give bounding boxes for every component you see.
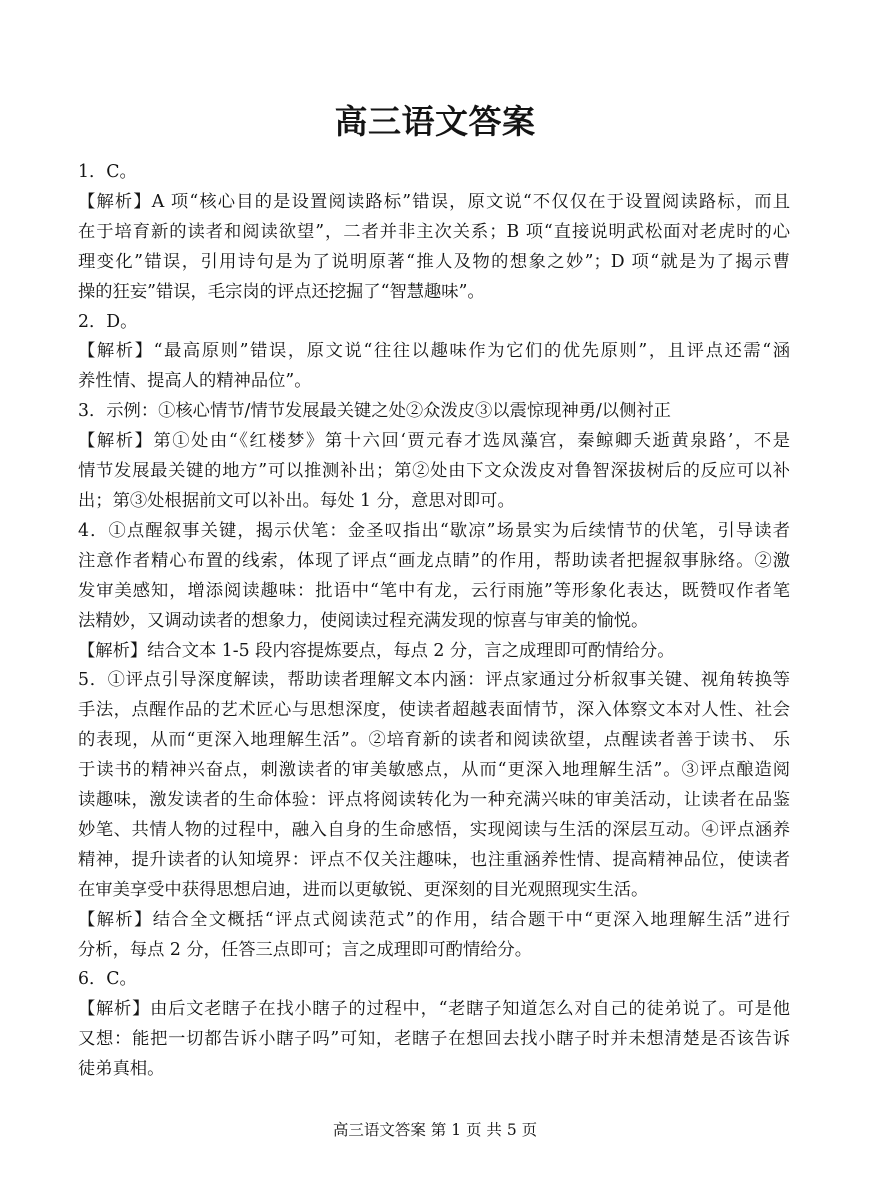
answer-5 bbox=[78, 666, 790, 905]
answer-line: 精神，提升读者的认知境界：评点不仅关注趣味，也注重涵养性情、提高精神品位，使读者 bbox=[78, 849, 790, 870]
answer-line: 妙笔、共情人物的过程中，融入自身的生命感悟，实现阅读与生活的深层互动。④评点涵养 bbox=[78, 819, 790, 840]
answer-4 bbox=[78, 517, 790, 637]
analysis-line: 【解析】由后文老瞎子在找小瞎子的过程中，“老瞎子知道怎么对自己的徒弟说了。可是他 bbox=[78, 999, 790, 1020]
answer-line: 法精妙，又调动读者的想象力，使阅读过程充满发现的惊喜与审美的愉悦。 bbox=[78, 610, 649, 631]
analysis-line: 分析，每点 2 分，任答三点即可；言之成理即可酌情给分。 bbox=[78, 939, 533, 960]
analysis-line: 情节发展最关键的地方”可以推测补出；第②处由下文众泼皮对鲁智深拔树后的反应可以补 bbox=[78, 461, 790, 482]
analysis-line: 【解析】结合文本 1-5 段内容提炼要点，每点 2 分，言之成理即可酌情给分。 bbox=[78, 640, 675, 661]
analysis-line: 【解析】A 项“核心目的是设置阅读路标”错误，原文说“不仅仅在于设置阅读路标，而且 bbox=[78, 191, 790, 212]
answer-content bbox=[78, 158, 790, 1085]
answer-line: 4．①点醒叙事关键，揭示伏笔：金圣叹指出“歇凉”场景实为后续情节的伏笔，引导读者 bbox=[78, 520, 790, 541]
answer-line: 读趣味，激发读者的生命体验：评点将阅读转化为一种充满兴味的审美活动，让读者在品鉴 bbox=[78, 790, 790, 811]
analysis-line: 在于培育新的读者和阅读欲望”，二者并非主次关系；B 项“直接说明武松面对老虎时的心 bbox=[78, 221, 790, 242]
answer-3 bbox=[78, 397, 790, 427]
analysis-line: 理变化”错误，引用诗句是为了说明原著“推人及物的想象之妙”；D 项“就是为了揭示曹 bbox=[78, 251, 790, 272]
analysis-1 bbox=[78, 188, 790, 308]
answer-line: 发审美感知，增添阅读趣味：批语中“笔中有龙，云行雨施”等形象化表达，既赞叹作者笔 bbox=[78, 580, 790, 601]
page-title: 高三语文答案 bbox=[334, 102, 536, 141]
page-footer: 高三语文答案 第 1 页 共 5 页 bbox=[332, 1121, 538, 1139]
analysis-line: 养性情、提高人的精神品位”。 bbox=[78, 371, 312, 392]
answer-6 bbox=[78, 965, 790, 995]
answer-line: 3．示例：①核心情节/情节发展最关键之处②众泼皮③以震惊现神勇/以侧衬正 bbox=[78, 401, 671, 422]
analysis-line: 【解析】“最高原则”错误，原文说“往往以趣味作为它们的优先原则”，且评点还需“涵 bbox=[78, 341, 790, 362]
analysis-4 bbox=[78, 637, 790, 667]
answer-line: 注意作者精心布置的线索，体现了评点“画龙点睛”的作用，帮助读者把握叙事脉络。②激 bbox=[78, 550, 790, 571]
analysis-2 bbox=[78, 337, 790, 397]
analysis-3 bbox=[78, 427, 790, 517]
answer-line: 在审美享受中获得思想启迪，进而以更敏锐、更深刻的目光观照现实生活。 bbox=[78, 879, 649, 900]
answer-line: 1．C。 bbox=[78, 162, 137, 182]
analysis-5 bbox=[78, 906, 790, 966]
answer-line: 手法，点醒作品的艺术匠心与思想深度，使读者超越表面情节，深入体察文本对人性、社会 bbox=[78, 700, 790, 721]
analysis-6 bbox=[78, 995, 790, 1085]
answer-line: 的表现，从而“更深入地理解生活”。②培育新的读者和阅读欲望，点醒读者善于读书、 乐 bbox=[78, 730, 790, 751]
analysis-line: 【解析】结合全文概括“评点式阅读范式”的作用，结合题干中“更深入地理解生活”进行 bbox=[78, 909, 790, 930]
analysis-line: 操的狂妄”错误，毛宗岗的评点还挖掘了“智慧趣味”。 bbox=[78, 281, 485, 302]
analysis-line: 徒弟真相。 bbox=[78, 1059, 165, 1080]
analysis-line: 【解析】第①处由“《红楼梦》第十六回‘贾元春才选凤藻宫，秦鲸卿夭逝黄泉路’，不是 bbox=[78, 431, 790, 452]
answer-1 bbox=[78, 158, 790, 188]
analysis-line: 又想：能把一切都告诉小瞎子吗”可知，老瞎子在想回去找小瞎子时并未想清楚是否该告诉 bbox=[78, 1029, 790, 1050]
answer-line: 6．C。 bbox=[78, 969, 137, 990]
analysis-line: 出；第③处根据前文可以补出。每处 1 分，意思对即可。 bbox=[78, 490, 515, 511]
answer-2 bbox=[78, 308, 790, 338]
answer-line: 2．D。 bbox=[78, 311, 138, 332]
answer-line: 5．①评点引导深度解读，帮助读者理解文本内涵：评点家通过分析叙事关键、视角转换等 bbox=[78, 670, 790, 691]
answer-line: 于读书的精神兴奋点，刺激读者的审美敏感点，从而“更深入地理解生活”。③评点酿造阅 bbox=[78, 760, 790, 781]
